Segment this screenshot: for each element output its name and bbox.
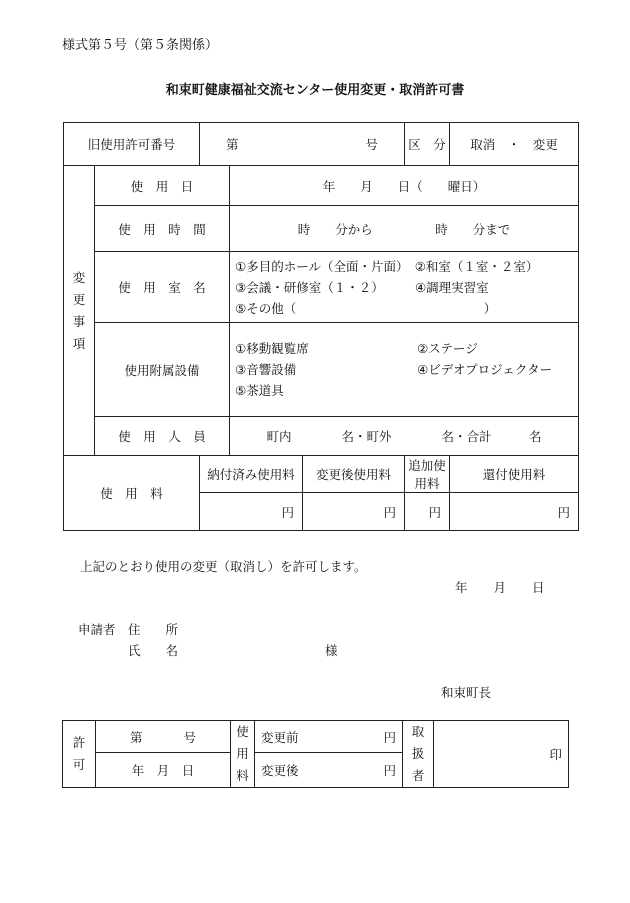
handler-seal-field[interactable] (434, 721, 569, 788)
permit-char-2: 可 (72, 757, 86, 772)
permit-label (63, 721, 96, 788)
usage-fee-label: 使 用 料 (64, 456, 200, 531)
fee-header-additional: 追加使用料 (405, 456, 450, 493)
room-name-label: 使 用 室 名 (95, 252, 230, 323)
yen-label: 円 (383, 763, 396, 779)
equipment-row (230, 380, 578, 401)
room-option-line: ⑤その他（ ） (235, 300, 497, 316)
document-title: 和束町健康福祉交流センター使用変更・取消許可書 (165, 83, 465, 98)
equipment-options[interactable] (230, 323, 579, 417)
change-char-4: 項 (72, 335, 86, 351)
fee-vertical-label (231, 721, 255, 788)
issue-date[interactable]: 年 月 日 (455, 580, 545, 595)
fee-header-refund: 還付使用料 (450, 456, 579, 493)
dai-label: 第 (226, 137, 239, 152)
permission-notice: 上記のとおり使用の変更（取消し）を許可します。 (80, 559, 367, 574)
change-char-3: 事 (72, 313, 86, 329)
equipment-item: ③音響設備 (235, 362, 297, 377)
usage-time-label: 使 用 時 間 (95, 206, 230, 252)
people-count-field[interactable]: 町内 名・町外 名・合計 名 (230, 417, 579, 456)
handler-char-3: 者 (411, 768, 425, 783)
handler-char-2: 扱 (411, 746, 425, 761)
fee-char-2: 用 (236, 746, 249, 761)
fee-additional-field[interactable]: 円 (405, 493, 450, 531)
equipment-item: ②ステージ (417, 341, 478, 356)
usage-date-field[interactable]: 年 月 日（ 曜日） (230, 166, 579, 206)
room-option-line: ③会議・研修室（１・２） ④調理実習室 (235, 279, 489, 295)
usage-date-label: 使 用 日 (95, 166, 230, 206)
applicant-address[interactable]: 申請者 住 所 (78, 622, 179, 637)
before-label: 変更前 (261, 729, 299, 745)
fee-refund-field[interactable]: 円 (450, 493, 579, 531)
seal-label: 印 (549, 747, 562, 762)
fee-header-paid: 納付済み使用料 (200, 456, 303, 493)
fee-char-3: 料 (236, 768, 249, 783)
form-number: 様式第５号（第５条関係） (62, 38, 219, 53)
go-label: 号 (365, 137, 379, 152)
permit-date-field[interactable]: 年 月 日 (96, 753, 231, 788)
go-label: 号 (183, 729, 196, 745)
applicant-name[interactable]: 氏 名 (128, 643, 179, 658)
kubun-label: 区 分 (405, 123, 450, 166)
room-name-options[interactable] (230, 252, 579, 323)
equipment-label: 使用附属設備 (95, 323, 230, 417)
after-label: 変更後 (261, 763, 299, 779)
fee-char-1: 使 (236, 724, 249, 739)
people-count-label: 使 用 人 員 (95, 417, 230, 456)
equipment-item: ①移動観覧席 (235, 341, 309, 356)
fee-before-field[interactable] (255, 721, 403, 753)
change-char-1: 変 (72, 269, 86, 285)
old-permit-number-label: 旧使用許可番号 (64, 123, 200, 166)
dai-label: 第 (130, 729, 143, 745)
permit-record-table (62, 720, 569, 788)
change-char-2: 更 (72, 291, 86, 307)
room-option-line: ①多目的ホール（全面・片面） ②和室（１室・２室） (235, 258, 539, 274)
fee-header-after-change: 変更後使用料 (303, 456, 405, 493)
handler-label (403, 721, 434, 788)
equipment-item: ⑤茶道具 (235, 383, 284, 398)
usage-change-table (63, 122, 579, 531)
permit-char-1: 許 (72, 735, 86, 750)
equipment-row (230, 338, 578, 359)
equipment-item: ④ビデオプロジェクター (417, 362, 553, 377)
fee-after-field[interactable] (255, 753, 403, 788)
old-permit-number-field[interactable] (200, 123, 405, 166)
usage-time-field[interactable]: 時 分から 時 分まで (230, 206, 579, 252)
yen-label: 円 (383, 729, 396, 745)
kubun-value[interactable]: 取消 ・ 変更 (450, 123, 579, 166)
equipment-row (230, 359, 578, 380)
handler-char-1: 取 (411, 724, 425, 739)
fee-paid-field[interactable]: 円 (200, 493, 303, 531)
fee-after-change-field[interactable]: 円 (303, 493, 405, 531)
change-items-label (64, 166, 95, 456)
mayor-signature: 和束町長 (441, 685, 492, 700)
permit-number-field[interactable] (96, 721, 231, 753)
honorific-sama: 様 (325, 643, 338, 658)
